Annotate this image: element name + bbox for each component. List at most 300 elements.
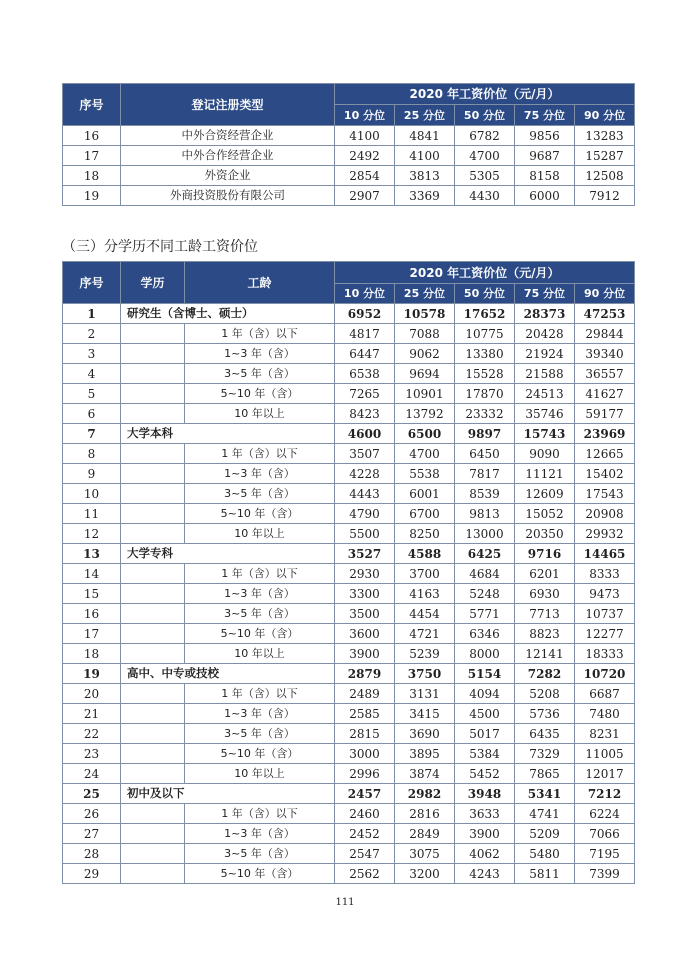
education-blank [121,824,185,844]
tenure: 5~10 年（含） [185,504,335,524]
wage-value: 7329 [515,744,575,764]
wage-value: 3895 [395,744,455,764]
table-row [63,384,635,404]
wage-value: 5209 [515,824,575,844]
wage-value: 28373 [515,304,575,324]
header-seq: 序号 [63,84,121,126]
education-blank [121,444,185,464]
table-row [63,804,635,824]
wage-value: 6952 [335,304,395,324]
header-percentile: 90 分位 [575,284,635,304]
wage-value: 9694 [395,364,455,384]
row-seq: 4 [63,364,121,384]
wage-value: 29844 [575,324,635,344]
wage-value: 4588 [395,544,455,564]
wage-value: 3500 [335,604,395,624]
table-row [63,324,635,344]
wage-value: 3369 [395,186,455,206]
wage-value: 3874 [395,764,455,784]
wage-value: 21924 [515,344,575,364]
wage-value: 5771 [455,604,515,624]
tenure: 3~5 年（含） [185,844,335,864]
wage-value: 23332 [455,404,515,424]
wage-value: 7480 [575,704,635,724]
registration-type: 外资企业 [121,166,335,186]
table-row [63,424,635,444]
wage-value: 36557 [575,364,635,384]
wage-value: 24513 [515,384,575,404]
registration-type: 中外合作经营企业 [121,146,335,166]
row-seq: 20 [63,684,121,704]
wage-value: 12017 [575,764,635,784]
wage-value: 4700 [455,146,515,166]
row-seq: 16 [63,604,121,624]
wage-value: 2849 [395,824,455,844]
wage-value: 2457 [335,784,395,804]
row-seq: 14 [63,564,121,584]
wage-value: 7212 [575,784,635,804]
wage-value: 10578 [395,304,455,324]
table-row [63,824,635,844]
wage-value: 8250 [395,524,455,544]
wage-value: 5736 [515,704,575,724]
header-education: 学历 [121,262,185,304]
wage-value: 3200 [395,864,455,884]
table-row [63,344,635,364]
wage-value: 5480 [515,844,575,864]
wage-value: 3600 [335,624,395,644]
wage-value: 39340 [575,344,635,364]
wage-value: 7066 [575,824,635,844]
wage-value: 6538 [335,364,395,384]
wage-value: 3507 [335,444,395,464]
table-row [63,146,635,166]
table-row [63,504,635,524]
education-blank [121,404,185,424]
table-row [63,126,635,146]
wage-value: 4163 [395,584,455,604]
tenure: 1 年（含）以下 [185,804,335,824]
wage-value: 21588 [515,364,575,384]
tenure: 3~5 年（含） [185,484,335,504]
table-row [63,186,635,206]
header-percentile: 10 分位 [335,284,395,304]
education-blank [121,764,185,784]
wage-value: 15402 [575,464,635,484]
table-row [63,684,635,704]
table-row [63,844,635,864]
table-row [63,764,635,784]
wage-value: 13000 [455,524,515,544]
wage-value: 9813 [455,504,515,524]
wage-value: 12609 [515,484,575,504]
wage-value: 3900 [455,824,515,844]
row-seq: 21 [63,704,121,724]
wage-value: 4430 [455,186,515,206]
row-seq: 17 [63,624,121,644]
wage-value: 5017 [455,724,515,744]
wage-value: 6700 [395,504,455,524]
header-percentile: 90 分位 [575,105,635,126]
wage-value: 4841 [395,126,455,146]
wage-value: 2492 [335,146,395,166]
page-number: 111 [335,897,355,908]
row-seq: 27 [63,824,121,844]
wage-value: 4443 [335,484,395,504]
wage-value: 3633 [455,804,515,824]
wage-value: 4062 [455,844,515,864]
education-blank [121,564,185,584]
wage-value: 9473 [575,584,635,604]
wage-value: 4790 [335,504,395,524]
wage-value: 35746 [515,404,575,424]
row-seq: 15 [63,584,121,604]
wage-value: 3948 [455,784,515,804]
wage-value: 7865 [515,764,575,784]
wage-value: 7265 [335,384,395,404]
wage-value: 9687 [515,146,575,166]
wage-value: 17870 [455,384,515,404]
header-percentile: 75 分位 [515,105,575,126]
wage-value: 15743 [515,424,575,444]
row-seq: 1 [63,304,121,324]
education-blank [121,624,185,644]
row-seq: 11 [63,504,121,524]
wage-value: 41627 [575,384,635,404]
wage-value: 13283 [575,126,635,146]
wage-value: 7399 [575,864,635,884]
table-row [63,304,635,324]
wage-value: 12141 [515,644,575,664]
wage-value: 5384 [455,744,515,764]
wage-value: 3900 [335,644,395,664]
table-row [63,544,635,564]
wage-value: 5305 [455,166,515,186]
wage-value: 2879 [335,664,395,684]
wage-value: 13792 [395,404,455,424]
wage-value: 20428 [515,324,575,344]
wage-value: 10737 [575,604,635,624]
table-row [63,524,635,544]
row-seq: 18 [63,166,121,186]
wage-value: 8000 [455,644,515,664]
education-blank [121,864,185,884]
wage-value: 6450 [455,444,515,464]
wage-value: 5452 [455,764,515,784]
wage-value: 59177 [575,404,635,424]
row-seq: 9 [63,464,121,484]
education-blank [121,484,185,504]
wage-value: 8539 [455,484,515,504]
wage-value: 2547 [335,844,395,864]
row-seq: 19 [63,664,121,684]
wage-by-registration-type-table [62,83,635,206]
wage-value: 3700 [395,564,455,584]
tenure: 5~10 年（含） [185,384,335,404]
wage-value: 4600 [335,424,395,444]
wage-value: 7195 [575,844,635,864]
wage-value: 6000 [515,186,575,206]
wage-value: 9897 [455,424,515,444]
wage-value: 23969 [575,424,635,444]
wage-value: 4094 [455,684,515,704]
table-row [63,744,635,764]
row-seq: 10 [63,484,121,504]
table-row [63,484,635,504]
wage-value: 6201 [515,564,575,584]
wage-value: 3690 [395,724,455,744]
education-blank [121,684,185,704]
wage-value: 8823 [515,624,575,644]
tenure: 10 年以上 [185,644,335,664]
wage-value: 4684 [455,564,515,584]
wage-value: 5208 [515,684,575,704]
row-seq: 24 [63,764,121,784]
header-percentile: 50 分位 [455,105,515,126]
wage-value: 6500 [395,424,455,444]
header-percentile: 25 分位 [395,105,455,126]
education-level: 大学本科 [121,424,335,444]
wage-value: 4243 [455,864,515,884]
header-wage-group: 2020 年工资价位（元/月） [335,84,635,105]
tenure: 3~5 年（含） [185,604,335,624]
wage-value: 2982 [395,784,455,804]
header-percentile: 25 分位 [395,284,455,304]
wage-value: 9856 [515,126,575,146]
header-percentile: 10 分位 [335,105,395,126]
tenure: 3~5 年（含） [185,364,335,384]
education-blank [121,704,185,724]
wage-value: 5538 [395,464,455,484]
table-row [63,444,635,464]
table-row [63,364,635,384]
wage-value: 6425 [455,544,515,564]
header-percentile: 75 分位 [515,284,575,304]
education-blank [121,324,185,344]
education-blank [121,344,185,364]
wage-value: 2460 [335,804,395,824]
wage-value: 15287 [575,146,635,166]
education-blank [121,464,185,484]
education-blank [121,524,185,544]
table-row [63,564,635,584]
wage-value: 8231 [575,724,635,744]
wage-value: 5239 [395,644,455,664]
row-seq: 26 [63,804,121,824]
wage-value: 13380 [455,344,515,364]
table-row [63,644,635,664]
wage-value: 4721 [395,624,455,644]
education-level: 初中及以下 [121,784,335,804]
tenure: 1 年（含）以下 [185,444,335,464]
row-seq: 29 [63,864,121,884]
education-blank [121,644,185,664]
wage-value: 5500 [335,524,395,544]
tenure: 1~3 年（含） [185,464,335,484]
row-seq: 18 [63,644,121,664]
tenure: 1~3 年（含） [185,824,335,844]
wage-value: 2562 [335,864,395,884]
row-seq: 8 [63,444,121,464]
row-seq: 17 [63,146,121,166]
education-blank [121,364,185,384]
wage-value: 5248 [455,584,515,604]
row-seq: 7 [63,424,121,444]
wage-value: 6435 [515,724,575,744]
wage-value: 11121 [515,464,575,484]
tenure: 10 年以上 [185,764,335,784]
header-wage-group: 2020 年工资价位（元/月） [335,262,635,284]
tenure: 1 年（含）以下 [185,324,335,344]
wage-value: 3415 [395,704,455,724]
wage-value: 8333 [575,564,635,584]
education-blank [121,744,185,764]
table-row [63,166,635,186]
wage-value: 2489 [335,684,395,704]
education-blank [121,504,185,524]
education-blank [121,604,185,624]
header-tenure: 工龄 [185,262,335,304]
header-registration-type: 登记注册类型 [121,84,335,126]
row-seq: 2 [63,324,121,344]
wage-value: 10775 [455,324,515,344]
wage-value: 6346 [455,624,515,644]
education-blank [121,384,185,404]
wage-value: 4228 [335,464,395,484]
wage-value: 10720 [575,664,635,684]
wage-value: 6001 [395,484,455,504]
table-row [63,704,635,724]
wage-value: 2452 [335,824,395,844]
wage-value: 9716 [515,544,575,564]
wage-value: 5811 [515,864,575,884]
wage-value: 5341 [515,784,575,804]
table-row [63,404,635,424]
wage-value: 7713 [515,604,575,624]
wage-value: 5154 [455,664,515,684]
wage-value: 4100 [335,126,395,146]
wage-value: 20908 [575,504,635,524]
row-seq: 13 [63,544,121,564]
section-title: （三）分学历不同工龄工资价位 [62,239,258,255]
wage-value: 8423 [335,404,395,424]
wage-value: 12665 [575,444,635,464]
row-seq: 25 [63,784,121,804]
education-blank [121,804,185,824]
tenure: 1~3 年（含） [185,584,335,604]
table-row [63,624,635,644]
wage-value: 15528 [455,364,515,384]
wage-value: 18333 [575,644,635,664]
wage-value: 14465 [575,544,635,564]
row-seq: 5 [63,384,121,404]
wage-value: 6687 [575,684,635,704]
wage-value: 10901 [395,384,455,404]
tenure: 5~10 年（含） [185,624,335,644]
row-seq: 23 [63,744,121,764]
education-level: 高中、中专或技校 [121,664,335,684]
education-blank [121,724,185,744]
table-row [63,664,635,684]
wage-value: 3813 [395,166,455,186]
wage-value: 47253 [575,304,635,324]
tenure: 3~5 年（含） [185,724,335,744]
wage-value: 2907 [335,186,395,206]
wage-value: 11005 [575,744,635,764]
education-level: 大学专科 [121,544,335,564]
tenure: 1 年（含）以下 [185,564,335,584]
wage-value: 4700 [395,444,455,464]
tenure: 5~10 年（含） [185,864,335,884]
wage-value: 4100 [395,146,455,166]
wage-value: 7912 [575,186,635,206]
wage-value: 17543 [575,484,635,504]
row-seq: 28 [63,844,121,864]
tenure: 10 年以上 [185,404,335,424]
wage-value: 3300 [335,584,395,604]
wage-value: 2930 [335,564,395,584]
wage-value: 4454 [395,604,455,624]
wage-value: 3527 [335,544,395,564]
row-seq: 19 [63,186,121,206]
wage-value: 2996 [335,764,395,784]
wage-value: 2815 [335,724,395,744]
row-seq: 16 [63,126,121,146]
tenure: 5~10 年（含） [185,744,335,764]
wage-value: 3075 [395,844,455,864]
row-seq: 22 [63,724,121,744]
wage-value: 6447 [335,344,395,364]
table-row [63,464,635,484]
wage-value: 9090 [515,444,575,464]
wage-value: 7282 [515,664,575,684]
wage-value: 8158 [515,166,575,186]
registration-type: 中外合资经营企业 [121,126,335,146]
wage-value: 2854 [335,166,395,186]
wage-value: 2816 [395,804,455,824]
wage-value: 6224 [575,804,635,824]
wage-value: 3131 [395,684,455,704]
wage-value: 7817 [455,464,515,484]
wage-value: 3750 [395,664,455,684]
header-percentile: 50 分位 [455,284,515,304]
education-level: 研究生（含博士、硕士） [121,304,335,324]
header-seq: 序号 [63,262,121,304]
wage-value: 4817 [335,324,395,344]
wage-value: 6782 [455,126,515,146]
wage-value: 7088 [395,324,455,344]
wage-value: 12277 [575,624,635,644]
table-row [63,724,635,744]
education-blank [121,844,185,864]
tenure: 1~3 年（含） [185,704,335,724]
wage-value: 2585 [335,704,395,724]
registration-type: 外商投资股份有限公司 [121,186,335,206]
wage-value: 3000 [335,744,395,764]
row-seq: 12 [63,524,121,544]
wage-value: 9062 [395,344,455,364]
tenure: 10 年以上 [185,524,335,544]
table-row [63,584,635,604]
wage-value: 15052 [515,504,575,524]
row-seq: 3 [63,344,121,364]
wage-value: 12508 [575,166,635,186]
education-blank [121,584,185,604]
tenure: 1~3 年（含） [185,344,335,364]
wage-by-education-tenure-table [62,261,635,884]
row-seq: 6 [63,404,121,424]
wage-value: 20350 [515,524,575,544]
